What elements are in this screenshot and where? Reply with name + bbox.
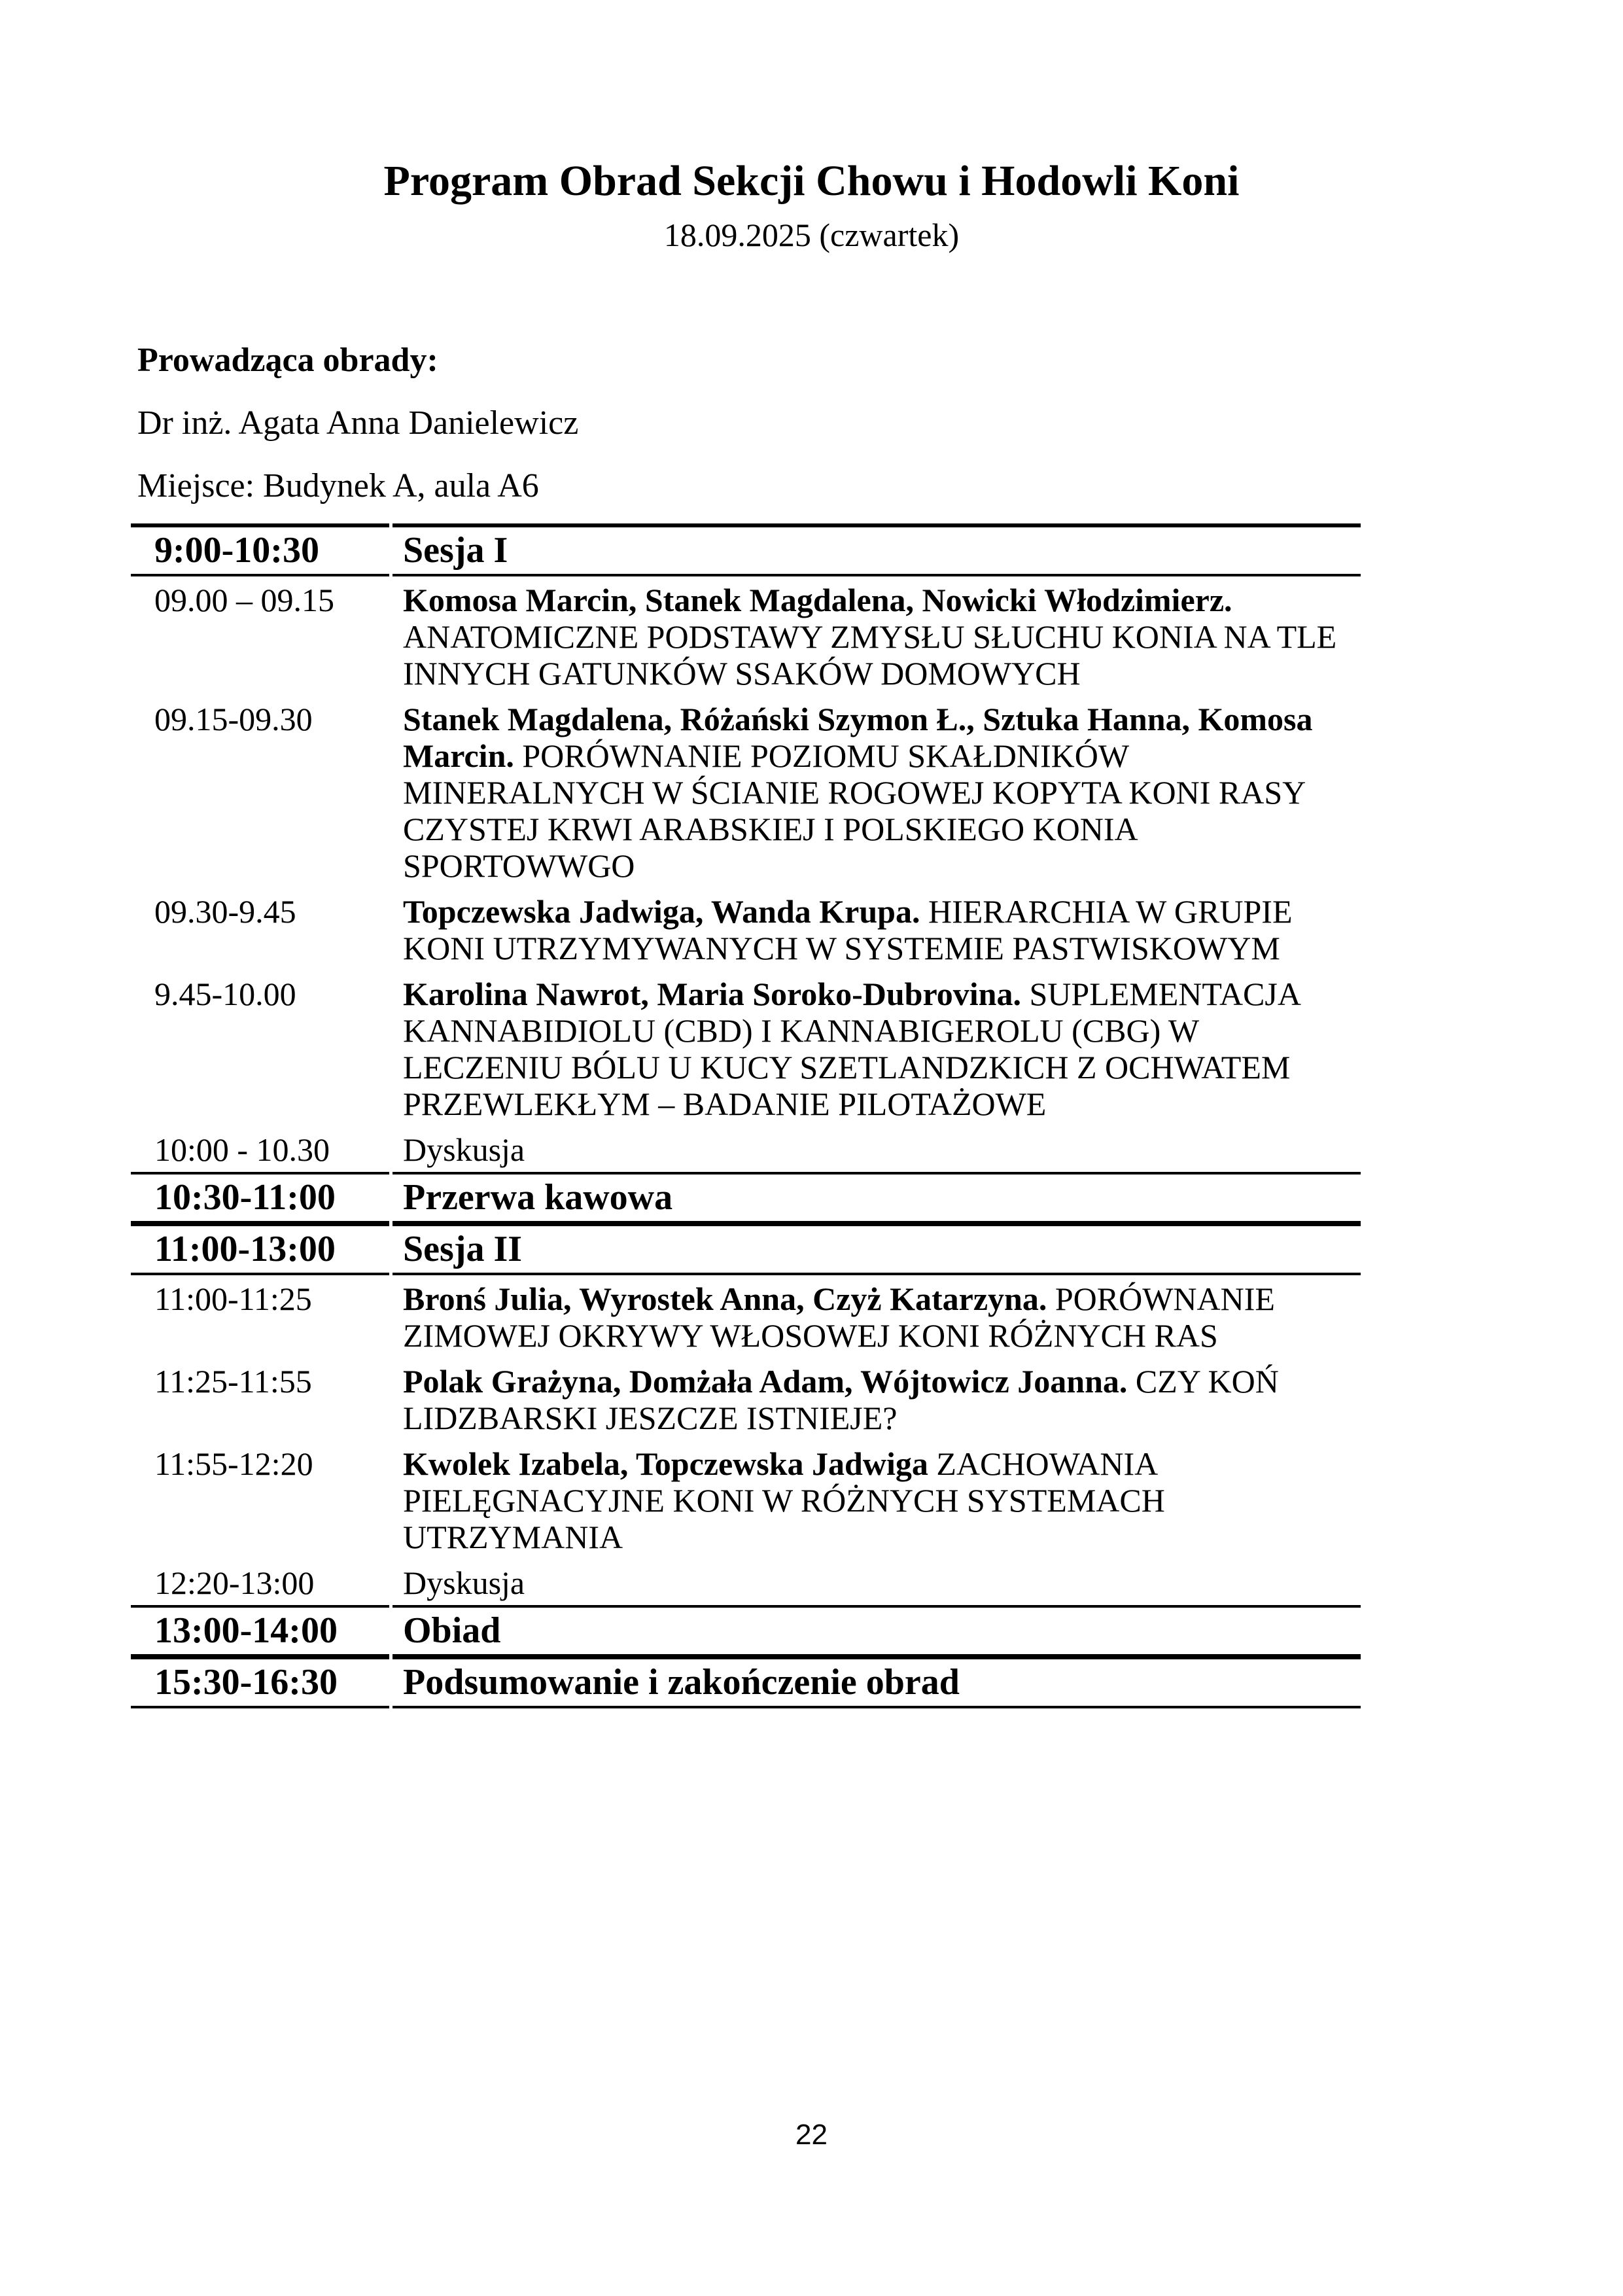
discussion-label: Dyskusja <box>403 1131 525 1168</box>
session-label: Sesja I <box>393 523 1361 576</box>
schedule-section-row <box>131 1657 1361 1708</box>
talk-entry <box>393 1440 1361 1559</box>
session-time: 11:00-13:00 <box>131 1224 389 1275</box>
schedule-section-row <box>131 1224 1361 1275</box>
talk-title: SUPLEMENTACJA KANNABIDIOLU (CBD) I KANNABIGEROLU (CBG) W LECZENIU BÓLU U KUCY SZETLANDZKICH Z OCHWATEM PRZEWLEKŁYM – BADANIE PILOTAŻOWE <box>403 976 1300 1122</box>
intro-block <box>137 340 578 529</box>
talk-title: CZY KOŃ LIDZBARSKI JESZCZE ISTNIEJE? <box>403 1363 1279 1436</box>
schedule-talk-row <box>131 888 1361 970</box>
talk-authors: Bronś Julia, Wyrostek Anna, Czyż Katarzyna. <box>403 1280 1047 1317</box>
discussion-label: Dyskusja <box>403 1564 525 1601</box>
chair-name: Dr inż. Agata Anna Danielewicz <box>137 404 579 442</box>
page-title: Program Obrad Sekcji Chowu i Hodowli Koni <box>383 157 1240 205</box>
talk-authors: Topczewska Jadwiga, Wanda Krupa. <box>403 893 920 930</box>
talk-time: 09.15-09.30 <box>154 701 313 737</box>
session-label: Przerwa kawowa <box>393 1172 1361 1224</box>
talk-authors: Karolina Nawrot, Maria Soroko-Dubrovina. <box>403 976 1021 1012</box>
schedule-section-row <box>131 1172 1361 1224</box>
schedule-talk-row <box>131 970 1361 1126</box>
page-number: 22 <box>795 2119 828 2151</box>
talk-entry <box>393 970 1361 1126</box>
talk-authors: Polak Grażyna, Domżała Adam, Wójtowicz Joanna. <box>403 1363 1128 1400</box>
talk-entry <box>393 1275 1361 1358</box>
talk-title: ANATOMICZNE PODSTAWY ZMYSŁU SŁUCHU KONIA NA TLE INNYCH GATUNKÓW SSAKÓW DOMOWYCH <box>403 618 1337 692</box>
session-time: 15:30-16:30 <box>131 1657 389 1708</box>
talk-title: PORÓWNANIE POZIOMU SKAŁDNIKÓW MINERALNYCH W ŚCIANIE ROGOWEJ KOPYTA KONI RASY CZYSTEJ KRWI ARABSKIEJ I POLSKIEGO KONIA SPORTOWWGO <box>403 737 1305 884</box>
talk-entry <box>393 696 1361 888</box>
talk-authors: Stanek Magdalena, Różański Szymon Ł., Sztuka Hanna, Komosa Marcin. <box>403 701 1313 774</box>
talk-time: 09.00 – 09.15 <box>154 582 334 618</box>
schedule-table <box>131 523 1361 1708</box>
talk-time: 11:00-11:25 <box>154 1280 312 1317</box>
discussion-time: 12:20-13:00 <box>154 1564 315 1601</box>
session-time: 9:00-10:30 <box>131 523 389 576</box>
schedule-talk-row <box>131 1275 1361 1358</box>
talk-authors: Komosa Marcin, Stanek Magdalena, Nowicki Włodzimierz. <box>403 582 1232 618</box>
talk-time: 09.30-9.45 <box>154 893 296 930</box>
discussion-time: 10:00 - 10.30 <box>154 1131 330 1168</box>
schedule-discussion-row <box>131 1126 1361 1172</box>
talk-time: 9.45-10.00 <box>154 976 296 1012</box>
talk-title: PORÓWNANIE ZIMOWEJ OKRYWY WŁOSOWEJ KONI RÓŻNYCH RAS <box>403 1280 1275 1354</box>
schedule-talk-row <box>131 1440 1361 1559</box>
session-label: Sesja II <box>393 1224 1361 1275</box>
schedule-talk-row <box>131 576 1361 696</box>
venue: Miejsce: Budynek A, aula A6 <box>137 467 539 504</box>
session-label: Podsumowanie i zakończenie obrad <box>393 1657 1361 1708</box>
schedule-section-row <box>131 1605 1361 1657</box>
talk-time: 11:55-12:20 <box>154 1445 313 1482</box>
schedule-section-row <box>131 523 1361 576</box>
session-time: 13:00-14:00 <box>131 1605 389 1657</box>
schedule-talk-row <box>131 1358 1361 1440</box>
event-date: 18.09.2025 (czwartek) <box>663 217 960 253</box>
schedule-talk-row <box>131 696 1361 888</box>
talk-entry <box>393 576 1361 696</box>
talk-time: 11:25-11:55 <box>154 1363 312 1400</box>
talk-title: ZACHOWANIA PIELĘGNACYJNE KONI W RÓŻNYCH SYSTEMACH UTRZYMANIA <box>403 1445 1165 1555</box>
schedule-discussion-row <box>131 1559 1361 1605</box>
chair-label: Prowadząca obrady: <box>137 342 438 379</box>
talk-authors: Kwolek Izabela, Topczewska Jadwiga <box>403 1445 928 1482</box>
session-label: Obiad <box>393 1605 1361 1657</box>
session-time: 10:30-11:00 <box>131 1172 389 1224</box>
talk-entry <box>393 888 1361 970</box>
talk-title: HIERARCHIA W GRUPIE KONI UTRZYMYWANYCH W SYSTEMIE PASTWISKOWYM <box>403 893 1293 966</box>
talk-entry <box>393 1358 1361 1440</box>
